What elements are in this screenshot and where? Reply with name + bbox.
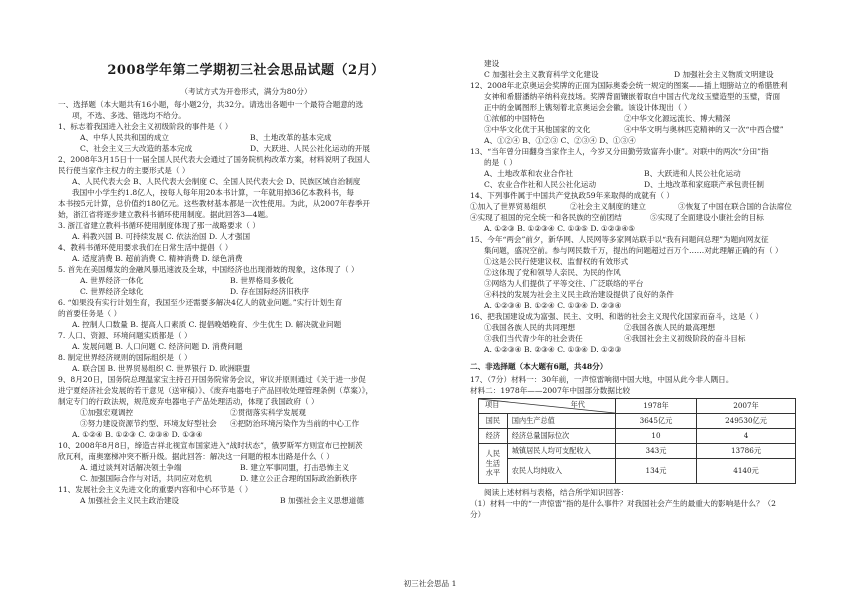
q6-options: A. 控制人口数量 B. 提高人口素质 C. 提倡晚婚晚育、少生优生 D. 解决就业问题 [72,319,342,329]
q16-options-row2 [470,333,818,344]
q4-options: A. 适度消费 B. 超前消费 C. 精神消费 D. 绿色消费 [72,253,243,263]
q12-options-row2 [470,124,818,135]
q13-option-b: B、大跃进和人民公社化运动 [644,169,741,178]
header-2007: 2007年 [697,399,796,414]
page-footer: 初三社会思品 1 [403,579,457,588]
q10-line1: 10、2008年8月8日，缔造吉祥北视宣布国家进入“战时状态”，俄罗斯军方则宣布已控制茨 [58,440,363,450]
q14-choice-3: ③恢复了中国在联合国的合法席位 [678,202,792,211]
q13-options-row2 [470,179,818,190]
q9-options: A. ①②④ B. ①②③ C. ②③④ D. ①③④ [72,429,203,439]
q12-line2: 女神和希腊潘纳辛纳科竞技场。奖牌背面镶嵌着取自中国古代龙纹玉璧造型的玉璧，背面 [484,92,781,101]
q1-option-d: D、大跃进、人民公社化运动的开展 [250,143,370,153]
q14-options-row2 [470,212,818,223]
q2-line2: 民行使当家作主权力的主要形式是（ ） [58,165,190,175]
q17-line2: 材料二：1978年——2007年中国部分数据比较 [470,386,631,395]
cell-rural-1978: 134元 [616,459,697,484]
q6-line1: 6. “如果没有实行计划生育，我国至少还需要多解决4亿人的就业问题。”实行计划生育 [58,297,343,307]
table-header-row [479,399,796,414]
q16-stem: 16、把我国建设成为富强、民主、文明、和谐的社会主义现代化国家而奋斗，这是（ ） [470,312,764,321]
q15-choice-1: ①这是公民行使建议权、监督权的有效形式 [484,257,629,266]
q3-options: A. 科教兴国 B. 可持续发展 C. 依法治国 D. 人才强国 [72,231,251,241]
q11-option-b: B 加强社会主义思想道德 [280,495,364,505]
q11-options-row2 [470,69,818,80]
q12-choice-3: ③中华文化优于其他国家的文化 [484,125,591,134]
q10-option-c: C. 加强国际合作与对话，共同应对危机 [80,473,212,483]
q9-choice-2: ②贯彻落实科学发展观 [230,407,306,417]
cell-rank-1978: 10 [616,429,697,444]
q16-options-row1 [470,322,818,333]
q10-options-row1 [58,462,434,473]
q9-line1: 9、8月20日，国务院总理温家宝主持召开国务院常务会议，审议并原则通过《关于进一步促 [58,374,366,384]
row-label-rural-income: 农民人均纯收入 [507,459,615,484]
q12-choice-2: ②中华文化源远流长、博大精深 [624,114,731,123]
cell-urban-1978: 343元 [616,444,697,459]
q12-line1: 12、2008年北京奥运会奖牌的正面为国际奥委会统一规定的图案——插上翅膀站立的希腊胜利 [470,81,788,90]
q3-line3: 始，浙江省将逐步建立教科书循环使用制度。据此回答3—4题。 [58,209,273,219]
q12-options: A、①②④ B、①②③ C、②③④ D、①③④ [484,136,636,145]
q12-choice-1: ①浓郁的中国特色 [484,114,545,123]
q14-choice-1: ①加入了世界贸易组织 [470,202,546,211]
q2-options: A、人民代表大会 B、人民代表大会制度 C、全国人民代表大会 D、民族区域自治制度 [72,176,361,186]
table-row [479,459,796,484]
q8-options: A. 联合国 B. 世界贸易组织 C. 世界银行 D. 欧洲联盟 [72,363,251,373]
q15-choice-4: ④科技的发展为社会主义民主政治建设提供了良好的条件 [484,290,674,299]
q4-stem: 4、教科书循环使用要求我们在日常生活中提倡（ ） [58,242,233,252]
q15-choice-2: ②这体现了党和领导人亲民、为民的作风 [484,268,621,277]
q1-options-row1 [58,132,434,143]
table-row [479,444,796,459]
section1-heading: 一、选择题（本大题共有16小题，每小题2分，共32分。请选出各题中一个最符合题意的选 [58,99,364,109]
table-row [479,429,796,444]
q17-line5: 分） [470,510,486,519]
q2-line1: 2、2008年3月15日十一届全国人民代表大会通过了国务院机构改革方案，材料说明了我国人 [58,154,371,164]
row-label-gdp: 国内生产总值 [507,414,615,429]
q13-line2: 的是（ ） [484,158,517,167]
q16-choice-2: ②我国各族人民的最高理想 [624,323,716,332]
row-group-living-2: 生活 [485,458,501,468]
q9-options-row1 [58,407,434,418]
q17-line4: （1）材料一中的“一声惊雷”指的是什么事件？对我国社会产生的最重大的影响是什么？（2 [470,499,776,508]
section2-heading: 二、非选择题（本大题有6题，共48分） [470,362,608,371]
q7-stem: 7. 人口、资源、环境问题实质都是（ ） [58,330,192,340]
q5-stem: 5. 首先在美国爆发的金融风暴迅速波及全球，中国经济也出现滑坡的现象，这体现了（ ） [58,264,359,274]
exam-note: （考试方式为开卷形式，满分为80分） [180,86,312,96]
q15-line1: 15、今年“两会”前夕，新华网、人民网等多家网站联手以“我有问题问总理”为题向网友征 [470,235,769,244]
cell-urban-2007: 13786元 [697,444,796,459]
q1-option-a: A、中华人民共和国的成立 [80,132,170,142]
q5-option-a: A. 世界经济一体化 [80,275,144,285]
q13-option-a: A、土地改革和农业合作社 [484,169,574,178]
q10-option-a: A. 通过谈判对话解决领土争端 [80,462,182,472]
q14-choice-5: ⑤实现了全面建设小康社会的目标 [650,213,764,222]
row-group-guomin: 国民 [479,414,508,429]
q15-line2: 集问题，盛况空前。参与网民数千万，提出的问题超过百万个……对此理解正确的有（ ） [484,246,783,255]
q3-line2: 本书按5元计算，总价值约180亿元。这些教材基本都是一次性使用。为此，从2007年春季开 [58,198,371,208]
q5-options-row2 [58,286,434,297]
q9-choice-4: ④把防治环境污染作为当前的中心工作 [230,418,360,428]
right-column [470,58,818,520]
q13-line1: 13、“当年曾分田翻身当家作主人，今岁又分田勤劳致富奔小康”。对联中的两次“分田”指 [470,147,769,156]
section1-heading-cont: 项，不选、多选、错选均不给分。 [72,110,186,120]
q7-options: A. 发展问题 B. 人口问题 C. 经济问题 D. 消费问题 [72,341,243,351]
q5-option-b: B. 世界格局多极化 [230,275,294,285]
q3-line4: 3. 浙江省建立教科书循环使用制度体现了那一战略要求（ ） [58,220,260,230]
row-group-living-3: 水平 [485,468,501,478]
q1-stem: 1、标志着我国进入社会主义初级阶段的事件是（ ） [58,121,233,131]
q17-line3: 阅读上述材料与表格，结合所学知识回答： [484,488,629,497]
q1-options-row2 [58,143,434,154]
q9-options-row2 [58,418,434,429]
table-row [479,414,796,429]
q10-options-row2 [58,473,434,484]
row-label-rank: 经济总量国际位次 [507,429,615,444]
q11-option-b-cont: 建设 [484,59,500,68]
cell-rank-2007: 4 [697,429,796,444]
q11-option-a: A 加强社会主义民主政治建设 [80,495,180,505]
q6-line2: 的首要任务是（ ） [58,308,122,318]
row-group-jingji: 经济 [479,429,508,444]
q13-option-d: D、土地改革和家庭联产承包责任制 [644,180,764,189]
q12-options-row1 [470,113,818,124]
q12-line3: 正中的金属图形上镌刻着北京奥运会会徽。该设计体现出（ ） [484,103,692,112]
q9-choice-1: ①加强宏观调控 [80,407,134,417]
q14-options-row1 [470,201,818,212]
q9-line3: 制定专门的行政法规，规范废弃电器电子产品处理活动，体现了我国政府（ ） [58,396,319,406]
q16-choice-3: ③我们当代青少年的社会责任 [484,334,583,343]
q9-line2: 进宁夏经济社会发展的若干意见（送审稿）》、《废弃电器电子产品回收处理管理条例（草案）》， [58,385,374,395]
header-year: 年代 [570,400,585,409]
q15-choice-3: ③网络为人们提供了平等交往、广泛联络的平台 [484,279,644,288]
q13-options-row1 [470,168,818,179]
q13-option-c: C、农业合作社和人民公社化运动 [484,180,597,189]
q9-choice-3: ③努力建设资源节约型、环境友好型社会 [80,418,217,428]
q14-choice-2: ②社会主义制度的建立 [570,202,646,211]
q15-options: A. ①②③④ B. ①②④ C. ①③④ D. ②③④ [484,301,622,310]
q12-choice-4: ④中华文明与奥林匹克精神的又一次“中西合璧” [624,125,784,134]
q11-stem: 11、发展社会主义先进文化的重要内容和中心环节是（ ） [58,484,253,494]
q14-stem: 14、下列事件属于中国共产党执政59年来取得的成就有（ ） [470,191,674,200]
q3-line1: 我国中小学生约1.8亿人，按每人每年用20本书计算，一年就用掉36亿本教科书，每 [72,187,354,197]
q14-choice-4: ④实现了祖国的完全统一和各民族的空前团结 [470,213,622,222]
q11-option-c: C 加强社会主义教育科学文化建设 [484,70,599,79]
q10-option-b: B. 建立军事同盟，打击恐怖主义 [240,462,350,472]
diagonal-line-icon [479,399,615,413]
row-group-living-1: 人民 [485,448,501,458]
q5-options-row1 [58,275,434,286]
q1-option-c: C、社会主义三大改造的基本完成 [80,143,193,153]
data-comparison-table [478,398,796,484]
q16-choice-4: ④我国社会主义初级阶段的奋斗目标 [624,334,746,343]
q5-option-c: C. 世界经济全球化 [80,286,144,296]
q11-options-row1 [58,495,434,506]
left-column [58,58,434,506]
table-diagonal-header [479,399,616,414]
q16-choice-1: ①我国各族人民的共同理想 [484,323,576,332]
q17-line1: 17、（7分）材料一：30年前，一声惊雷响彻中国大地，中国从此今非人隅日。 [470,375,734,384]
cell-gdp-1978: 3645亿元 [616,414,697,429]
q8-stem: 8. 制定世界经济规则的国际组织是（ ） [58,352,192,362]
row-group-living [479,444,508,484]
q10-line2: 欣瓦利，南奥塞梯冲突不断升级。据此回答：解决这一问题的根本出路是什么（ ） [58,451,334,461]
q10-option-d: D. 建立公正合理的国际政治新秩序 [240,473,357,483]
header-1978: 1978年 [616,399,697,414]
page-title: 2008学年第二学期初三社会思品试题（2月） [107,63,385,78]
q1-option-b: B、土地改革的基本完成 [250,132,332,142]
cell-gdp-2007: 249530亿元 [697,414,796,429]
row-label-urban-income: 城镇居民人均可支配收入 [507,444,615,459]
q14-options: A. ①②③ B. ①②③④ C. ①③⑤ D. ①②③④⑤ [484,224,636,233]
q16-options: A. ①②③④ B. ②③④ C. ①③④ D. ①②③ [484,345,622,354]
q11-option-d: D 加强社会主义物质文明建设 [674,70,774,79]
q5-option-d: D. 存在国际经济旧秩序 [230,286,309,296]
header-item: 项目 [485,400,500,409]
cell-rural-2007: 4140元 [697,459,796,484]
